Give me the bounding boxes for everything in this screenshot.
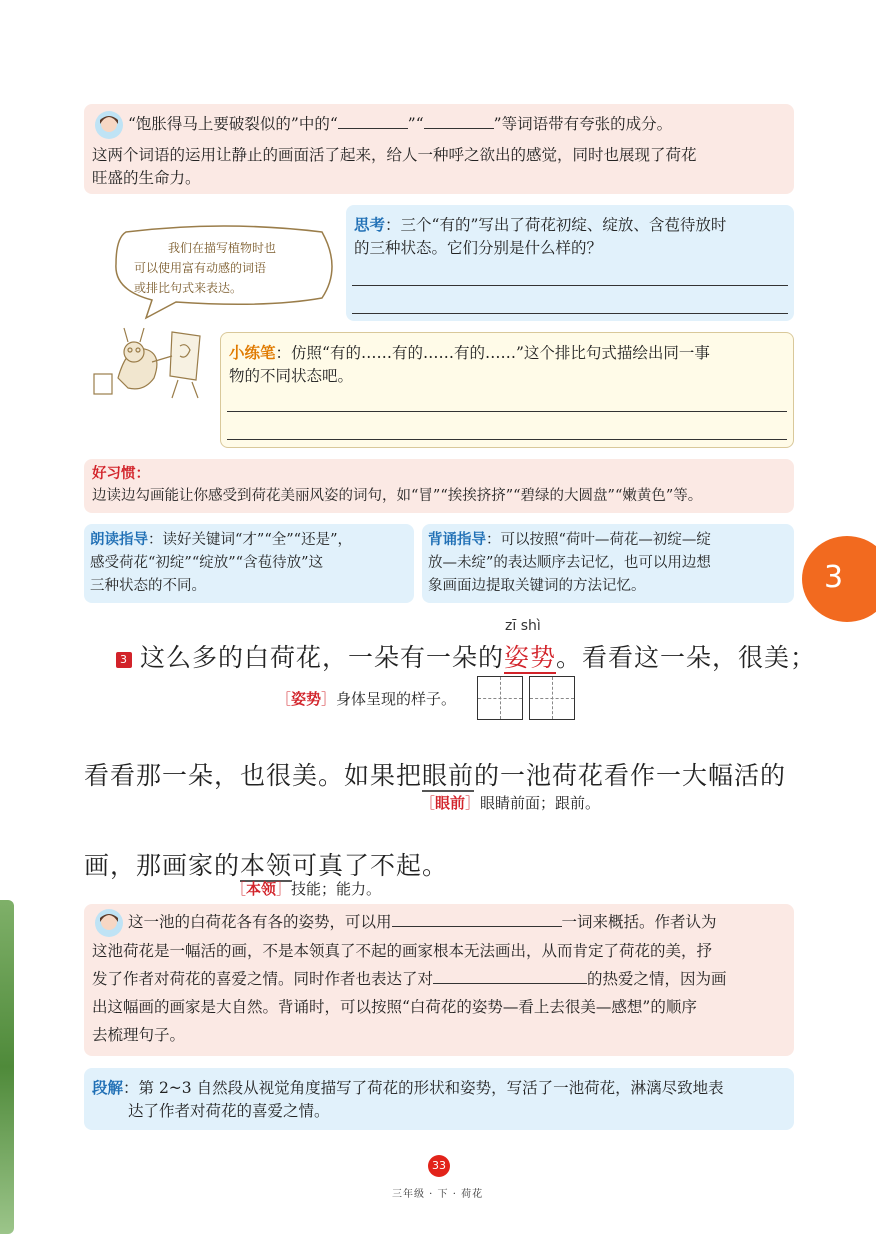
gloss-benling: ［本领］技能；能力。	[231, 880, 382, 898]
keyword-benling[interactable]: 本领	[240, 851, 293, 880]
practice-box	[220, 332, 794, 448]
think-box	[346, 205, 794, 321]
think-line1: 思考：三个“有的”写出了荷花初绽、绽放、含苞待放时	[354, 215, 727, 234]
lotus-leaf-decoration	[0, 900, 14, 1234]
practice-line2: 物的不同状态吧。	[229, 367, 354, 385]
pinyin-zishi: zī shì	[505, 618, 541, 634]
good-habit-box	[84, 459, 794, 513]
note1-line3: 旺盛的生命力。	[92, 169, 201, 187]
painter-bug-illustration	[88, 322, 216, 400]
answer-line[interactable]	[227, 411, 787, 412]
practice-line1: 小练笔：仿照“有的……有的……有的……”这个排比句式描绘出同一事	[229, 343, 710, 362]
analysis-line1: 段解：第 2~3 自然段从视觉角度描写了荷花的形状和姿势，写活了一池荷花，淋漓尽致地表	[92, 1078, 724, 1097]
girl-avatar-icon	[94, 908, 124, 938]
page-footer-caption: 三年级 · 下 · 荷花	[392, 1189, 484, 1200]
writing-grid-box[interactable]	[477, 676, 523, 720]
reading-guide-text: 朗读指导：读好关键词“才”“全”“还是”， 感受荷花“初绽”“绽放”“含苞待放”这 三种状态的不同。	[90, 531, 352, 594]
note2-line3: 发了作者对荷花的喜爱之情。同时作者也表达了对 的热爱之情，因为画	[92, 966, 727, 993]
gloss-zishi: ［姿势］身体呈现的样子。	[276, 690, 457, 708]
paragraph-number-badge: 3	[116, 652, 132, 668]
good-habit-text: 边读边勾画能让你感受到荷花美丽风姿的词句，如“冒”“挨挨挤挤”“碧绿的大圆盘”“嫩黄色”等。	[92, 488, 703, 504]
note2-line5: 去梳理句子。	[92, 1026, 186, 1044]
paragraph-line2: 看看那一朵，也很美。如果把眼前的一池荷花看作一大幅活的	[84, 761, 787, 790]
reading-guide-box	[84, 524, 414, 603]
think-line2: 的三种状态。它们分别是什么样的？	[354, 239, 603, 257]
answer-blank[interactable]	[392, 909, 562, 927]
note2-line1: 这一池的白荷花各有各的姿势，可以用 一词来概括。作者认为	[94, 908, 717, 938]
analysis-line2: 达了作者对荷花的喜爱之情。	[128, 1102, 330, 1120]
page-number: 33	[428, 1155, 450, 1177]
answer-line[interactable]	[352, 285, 788, 286]
gloss-yanqian: ［眼前］眼睛前面；跟前。	[420, 794, 601, 812]
note1-line1: “饱胀得马上要破裂似的”中的“ ”“ ”等词语带有夸张的成分。	[94, 110, 672, 140]
answer-blank[interactable]	[338, 111, 408, 129]
answer-blank[interactable]	[424, 111, 494, 129]
note-box-1	[84, 104, 794, 194]
note1-line2: 这两个词语的运用让静止的画面活了起来，给人一种呼之欲出的感觉，同时也展现了荷花	[92, 146, 697, 164]
answer-line[interactable]	[352, 313, 788, 314]
analysis-box	[84, 1068, 794, 1130]
keyword-yanqian[interactable]: 眼前	[422, 761, 475, 790]
paragraph-line1: 3 这么多的白荷花，一朵有一朵的姿势。看看这一朵，很美；	[116, 638, 816, 674]
recite-guide-box	[422, 524, 794, 603]
girl-avatar-icon	[94, 110, 124, 140]
note2-line4: 出这幅画的画家是大自然。背诵时，可以按照“白荷花的姿势—看上去很美—感想”的顺序	[92, 998, 697, 1016]
note2-line2: 这池荷花是一幅活的画，不是本领真了不起的画家根本无法画出，从而肯定了荷花的美，抒	[92, 942, 713, 960]
good-habit-label: 好习惯：	[92, 465, 150, 482]
keyword-zishi[interactable]: 姿势	[504, 643, 557, 672]
writing-grid-box[interactable]	[529, 676, 575, 720]
note-box-2	[84, 904, 794, 1056]
recite-guide-text: 背诵指导：可以按照“荷叶—荷花—初绽—绽 放—未绽”的表达顺序去记忆，也可以用边想 象画面边提取关键词的方法记忆。	[428, 531, 711, 594]
answer-blank[interactable]	[433, 966, 587, 984]
speech-bubble-text: 我们在描写植物时也 可以使用富有动感的词语 或排比句式来表达。	[134, 241, 277, 295]
paragraph-line3: 画，那画家的本领可真了不起。	[84, 851, 449, 880]
answer-line[interactable]	[227, 439, 787, 440]
chapter-tab[interactable]: 3	[802, 536, 876, 622]
